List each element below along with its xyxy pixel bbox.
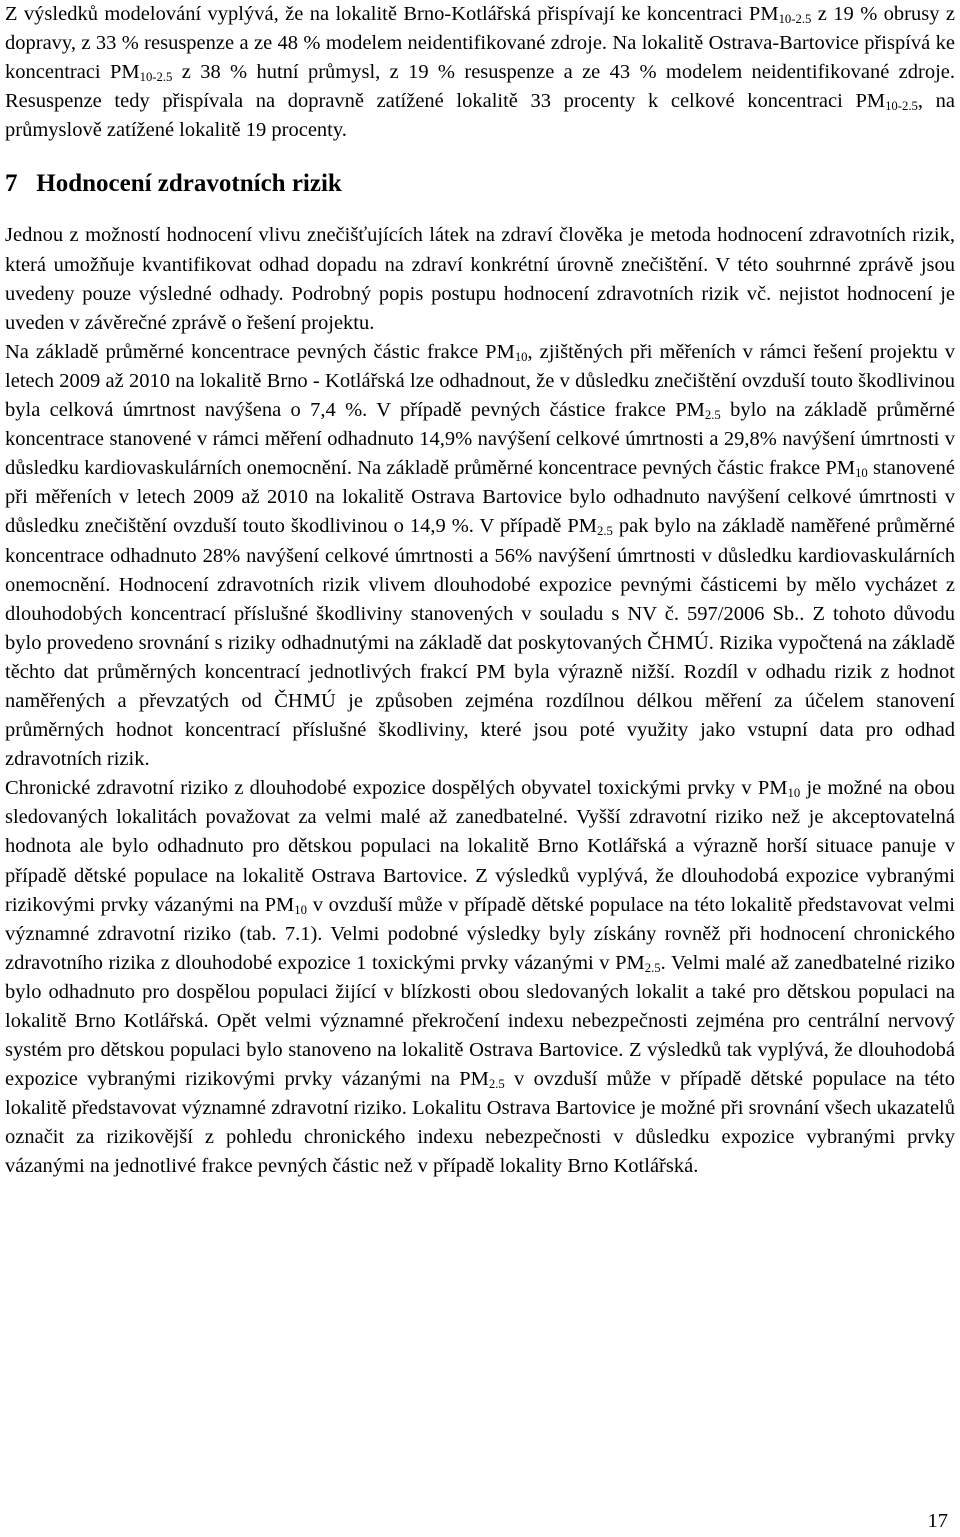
- section-heading: [5, 169, 955, 199]
- document-page: [5, 0, 955, 1182]
- page-number: 17: [927, 1510, 948, 1532]
- intro-paragraph: Z výsledků modelování vyplývá, že na lokalitě Brno-Kotlářská přispívají ke koncentraci $PM_{10-2.5}$ z 19 % obrusy z dopravy, z 33 % resuspenze a ze 48 % modelem neidentifikované zdroje. Na lokalitě Ostrava-Bartovice přispívá ke koncentraci $PM_{10-2.5}$ z 38 % hutní průmysl, z 19 % resuspenze a ze 43 % modelem neidentifikované zdroje. Resuspenze tedy přispívala na dopravně zatížené lokalitě 33 procenty k celkové koncentraci $PM_{10-2.5}$, na průmyslově zatížené lokalitě 19 procenty.: [5, 3, 955, 142]
- section-title: Hodnocení zdravotních rizik: [36, 170, 342, 198]
- section-number: 7: [5, 170, 18, 198]
- paragraph-mortality: Na základě průměrné koncentrace pevných částic frakce $PM_{10}$, zjištěných při měřeních v rámci řešení projektu v letech 2009 až 2010 na lokalitě Brno - Kotlářská lze odhadnout, že v důsledku znečištění ovzduší touto škodlivinou byla celková úmrtnost navýšena o 7,4 %. V případě pevných částice frakce $PM_{2.5}$ bylo na základě průměrné koncentrace stanovené v rámci měření odhadnuto 14,9% navýšení celkové úmrtnosti a 29,8% navýšení úmrtnosti v důsledku kardiovaskulárních onemocnění. Na základě průměrné koncentrace pevných částic frakce $PM_{10}$ stanovené při měřeních v letech 2009 až 2010 na lokalitě Ostrava Bartovice bylo odhadnuto navýšení celkové úmrtnosti v důsledku znečištění ovzduší touto škodlivinou o 14,9 %. V případě $PM_{2.5}$ pak bylo na základě naměřené průměrné koncentrace odhadnuto 28% navýšení celkové úmrtnosti a 56% navýšení úmrtnosti v důsledku kardiovaskulárních onemocnění. Hodnocení zdravotních rizik vlivem dlouhodobé expozice pevnými částicemi by mělo vycházet z dlouhodobých koncentrací příslušné škodliviny stanovených v souladu s NV č. 597/2006 Sb.. Z tohoto důvodu bylo provedeno srovnání s riziky odhadnutými na základě dat poskytovaných ČHMÚ. Rizika vypočtená na základě těchto dat průměrných koncentrací jednotlivých frakcí PM byla výrazně nižší. Rozdíl v odhadu rizik z hodnot naměřených a převzatých od ČHMÚ je způsoben zejména rozdílnou délkou měření za účelem stanovení průměrných hodnot koncentrací příslušné škodliviny, které jsou poté využity jako vstupní data pro odhad zdravotních rizik.: [5, 340, 956, 771]
- paragraph-chronic-risk: Chronické zdravotní riziko z dlouhodobé expozice dospělých obyvatel toxickými prvky v $PM_{10}$ je možné na obou sledovaných lokalitách považovat za velmi malé až zanedbatelné. Vyšší zdravotní riziko než je akceptovatelná hodnota ale bylo odhadnuto pro dětskou populaci na lokalitě Brno Kotlářská a výrazně horší situace panuje v případě dětské populace na lokalitě Ostrava Bartovice. Z výsledků vyplývá, že dlouhodobá expozice vybranými rizikovými prvky vázanými na $PM_{10}$ v ovzduší může v případě dětské populace na této lokalitě představovat velmi významné zdravotní riziko (tab. 7.1). Velmi podobné výsledky byly získány rovněž při hodnocení chronického zdravotního rizika z dlouhodobé expozice 1 toxickými prvky vázanými v $PM_{2.5}$. Velmi malé až zanedbatelné riziko bylo odhadnuto pro dospělou populaci žijící v blízkosti obou sledovaných lokalit a také pro dětskou populaci na lokalitě Brno Kotlářská. Opět velmi významné překročení indexu nebezpečnosti zejména pro centrální nervový systém pro dětskou populaci bylo stanoveno na lokalitě Ostrava Bartovice. Z výsledků tak vyplývá, že dlouhodobá expozice vybranými rizikovými prvky vázanými na $PM_{2.5}$ v ovzduší může v případě dětské populace na této lokalitě představovat významné zdravotní riziko. Lokalitu Ostrava Bartovice je možné při srovnání všech ukazatelů označit za rizikovější z pohledu chronického indexu nebezpečnosti v důsledku expozice vybranými prvky vázanými na jednotlivé frakce pevných částic než v případě lokality Brno Kotlářská.: [5, 777, 956, 1178]
- paragraph-method: Jednou z možností hodnocení vlivu znečišťujících látek na zdraví člověka je metoda hodnocení zdravotních rizik, která umožňuje kvantifikovat odhad dopadu na zdraví konkrétní úrovně znečištění. V této souhrnné zprávě jsou uvedeny pouze výsledné odhady. Podrobný popis postupu hodnocení zdravotních rizik vč. nejistot hodnocení je uveden v závěrečné zprávě o řešení projektu.: [5, 224, 955, 334]
